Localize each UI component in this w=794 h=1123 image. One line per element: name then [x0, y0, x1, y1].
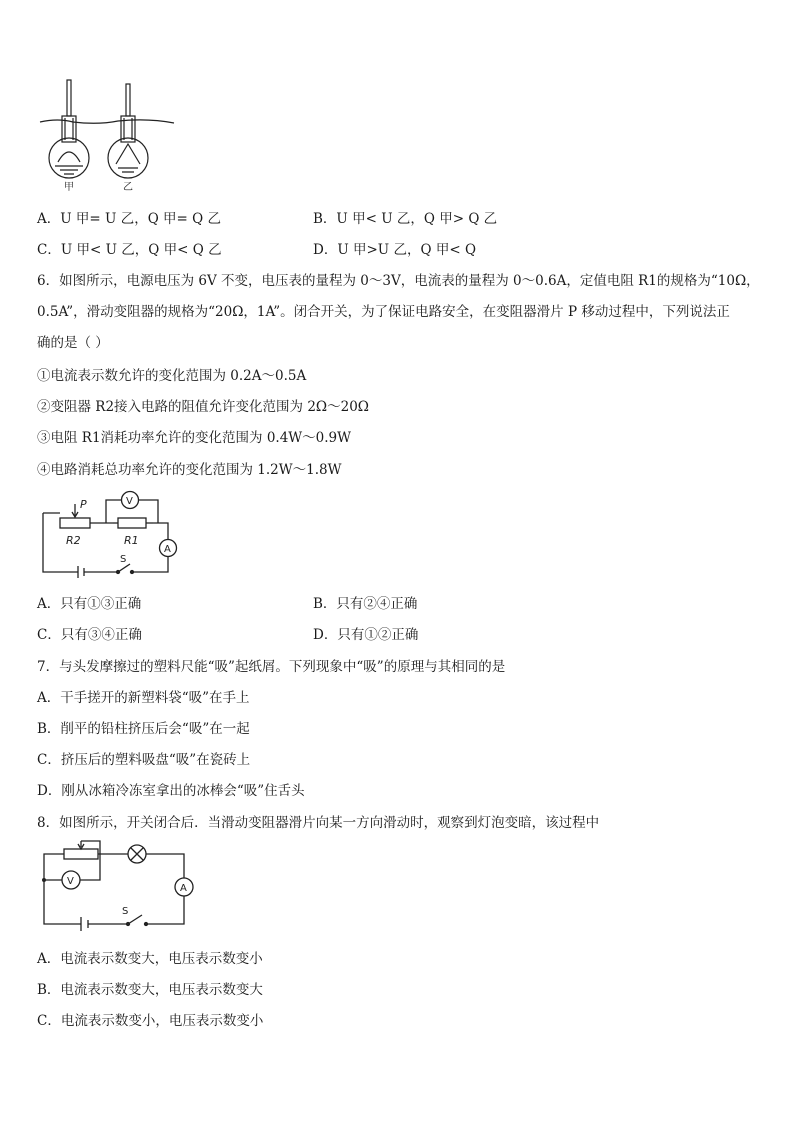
flask-yi [108, 84, 148, 178]
voltmeter-label: V [126, 496, 133, 507]
q8-circuit-figure [38, 840, 198, 932]
option-letter: D． [313, 242, 338, 258]
label-yi: 乙 [123, 182, 133, 192]
option-text: U 甲< U 乙，Q 甲< Q 乙 [60, 242, 222, 258]
q5-flasks-figure [38, 78, 178, 192]
q6-item-2: ②变阻器 R2接入电路的阻值允许变化范围为 2Ω～20Ω [37, 399, 369, 415]
slider-label: P [80, 498, 87, 511]
flasks-diagram [38, 78, 178, 192]
q6-stem-line1: 6．如图所示，电源电压为 6V 不变，电压表的量程为 0～3V，电流表的量程为 0～0.6A，定值电阻 R1的规格为“10Ω， [37, 273, 760, 289]
q6-option-c[interactable]: C．只有③④正确 [37, 627, 142, 643]
q6-circuit-diagram [38, 486, 178, 580]
q6-option-b[interactable]: B．只有②④正确 [313, 596, 418, 612]
r1-label: R1 [124, 534, 139, 547]
option-text: U 甲= U 乙，Q 甲= Q 乙 [60, 211, 222, 227]
label-jia: 甲 [64, 182, 74, 192]
q5-option-c[interactable] [37, 238, 222, 258]
q7-stem: 7．与头发摩擦过的塑料尺能“吸”起纸屑。下列现象中“吸”的原理与其相同的是 [37, 659, 506, 675]
q7-option-d[interactable]: D．刚从冰箱冷冻室拿出的冰棒会“吸”住舌头 [37, 783, 305, 799]
r2-label: R2 [66, 534, 81, 547]
ammeter-label: A [180, 883, 187, 894]
voltmeter-label: V [67, 876, 74, 887]
q8-option-b[interactable]: B．电流表示数变大，电压表示数变大 [37, 982, 263, 998]
q6-item-1: ①电流表示数允许的变化范围为 0.2A～0.5A [37, 368, 307, 384]
q5-option-a[interactable] [37, 207, 221, 227]
q6-item-3: ③电阻 R1消耗功率允许的变化范围为 0.4W～0.9W [37, 430, 352, 446]
q5-option-d[interactable] [313, 238, 476, 258]
switch-label: S [120, 554, 127, 565]
q6-stem-line3: 确的是（ ） [37, 335, 109, 351]
q8-stem: 8．如图所示，开关闭合后．当滑动变阻器滑片向某一方向滑动时，观察到灯泡变暗，该过程中 [37, 815, 600, 831]
q7-option-c[interactable]: C．挤压后的塑料吸盘“吸”在瓷砖上 [37, 752, 251, 768]
q6-stem-line2: 0.5A”，滑动变阻器的规格为“20Ω，1A”。闭合开关，为了保证电路安全，在变阻器滑片 P 移动过程中，下列说法正 [37, 304, 730, 320]
switch-label: S [122, 906, 129, 917]
flask-jia [49, 80, 89, 178]
q6-circuit-figure [38, 486, 178, 580]
q8-circuit-diagram [38, 840, 198, 932]
option-letter: A． [37, 211, 61, 227]
q8-option-c[interactable]: C．电流表示数变小，电压表示数变小 [37, 1013, 264, 1029]
option-letter: C． [37, 242, 61, 258]
q5-option-b[interactable] [313, 207, 497, 227]
q7-option-b[interactable]: B．削平的铅柱挤压后会“吸”在一起 [37, 721, 250, 737]
q6-item-4: ④电路消耗总功率允许的变化范围为 1.2W～1.8W [37, 462, 342, 478]
option-text: U 甲>U 乙，Q 甲< Q [337, 242, 477, 258]
q6-option-d[interactable]: D．只有①②正确 [313, 627, 419, 643]
ammeter-label: A [164, 544, 171, 555]
q7-option-a[interactable]: A．干手搓开的新塑料袋“吸”在手上 [37, 690, 250, 706]
option-letter: B． [313, 211, 337, 227]
option-text: U 甲< U 乙，Q 甲> Q 乙 [336, 211, 498, 227]
q6-option-a[interactable]: A．只有①③正确 [37, 596, 142, 612]
q8-option-a[interactable]: A．电流表示数变大，电压表示数变小 [37, 951, 263, 967]
